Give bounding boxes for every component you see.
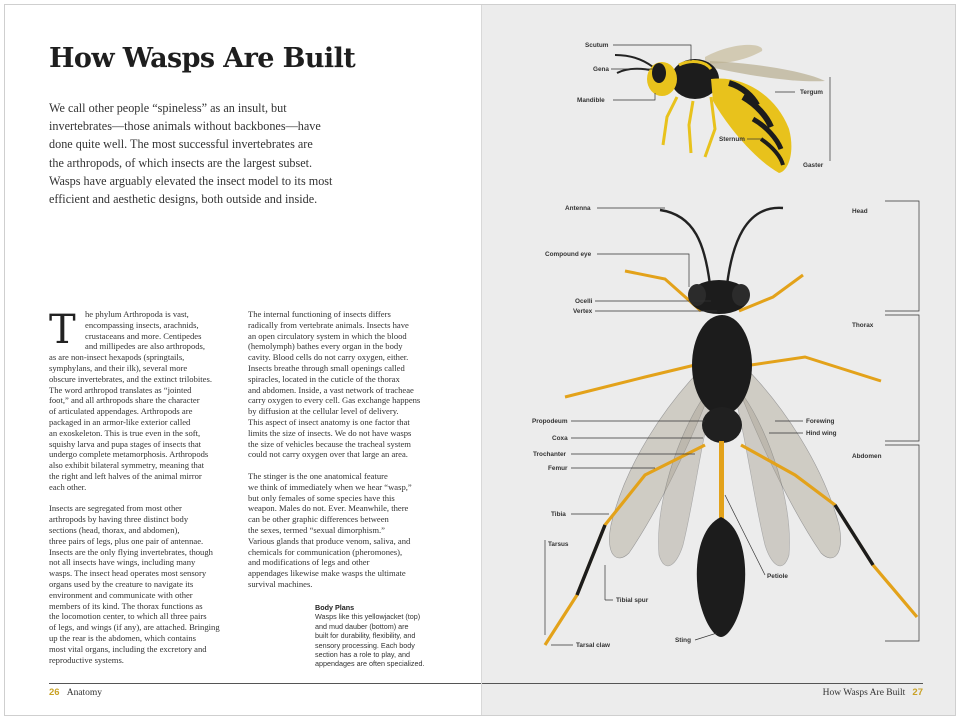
- body-line: arthropods by having three distinct body: [49, 514, 189, 525]
- body-line: chemicals for communication (pheromones),: [248, 546, 403, 557]
- label-tibial-spur: Tibial spur: [616, 597, 649, 604]
- body-line: and millipedes are also arthropods,: [85, 341, 206, 352]
- label-forewing: Forewing: [806, 418, 835, 425]
- page-number-left: 26: [49, 687, 60, 698]
- body-column-1: [49, 309, 239, 665]
- caption-text: [315, 612, 455, 668]
- label-tarsus: Tarsus: [548, 541, 569, 548]
- label-tergum: Tergum: [800, 89, 823, 96]
- label-tibia: Tibia: [551, 511, 566, 518]
- body-line: This aspect of insect anatomy is one factor that: [248, 416, 410, 427]
- label-petiole: Petiole: [767, 573, 788, 580]
- body-line: squishy larva and pupa stages of insects that: [49, 438, 202, 449]
- body-line: an exoskeleton. This is true even in the soft,: [49, 427, 201, 438]
- body-line: (hemolymph) bathes every organ in the body: [248, 341, 403, 352]
- intro-line: efficient and aesthetic designs, both outside and inside.: [49, 192, 318, 207]
- body-line: weapon. Males do not. Ever. Meanwhile, there: [248, 503, 409, 514]
- body-line: he phylum Arthropoda is vast,: [85, 309, 189, 319]
- body-line: radically from vertebrate animals. Insects have: [248, 319, 409, 330]
- right-page: [482, 5, 956, 715]
- label-sting: Sting: [675, 637, 691, 644]
- body-line: Insects are the only flying invertebrates, though: [49, 546, 213, 557]
- body-line: each other.: [49, 481, 87, 492]
- body-line: Insects breathe through small openings called: [248, 362, 405, 373]
- body-line: appendages likewise make wasps the ultimate: [248, 568, 406, 579]
- body-line: reproductive systems.: [49, 654, 124, 665]
- caption-line: and mud dauber (bottom) are: [315, 621, 409, 631]
- body-line: The internal functioning of insects differs: [248, 309, 391, 319]
- footer-title: How Wasps Are Built: [822, 688, 906, 698]
- mud-dauber-image: [545, 208, 917, 645]
- footer-left: [49, 687, 102, 698]
- intro-line: We call other people “spineless” as an insult, but: [49, 101, 287, 115]
- body-line: an open circulatory system in which the blood: [248, 330, 407, 341]
- body-line: could not carry oxygen over that large an area.: [248, 449, 408, 460]
- body-line: survival machines.: [248, 578, 313, 589]
- label-abdomen: Abdomen: [852, 453, 882, 460]
- body-line: we think of immediately when we hear “wasp,”: [248, 481, 412, 492]
- book-spread: [4, 4, 956, 716]
- paragraph-gap: [248, 460, 438, 471]
- caption-line: built for durability, flexibility, and: [315, 631, 416, 641]
- page-title: How Wasps Are Built: [49, 43, 356, 74]
- label-hind-wing: Hind wing: [806, 430, 837, 437]
- intro-paragraph: [49, 99, 349, 208]
- footer-rule-left: [49, 683, 481, 684]
- body-line: not all insects have wings, including many: [49, 557, 196, 568]
- body-line: also exhibit bilateral symmetry, meaning that: [49, 460, 205, 471]
- wasp-anatomy-illustration: [482, 5, 956, 715]
- body-line: organs used by the creature to navigate its: [49, 578, 194, 589]
- body-line: wasps. The insect head operates most sensory: [49, 568, 207, 579]
- body-line: environment and communicate with other: [49, 589, 193, 600]
- label-head: Head: [852, 208, 868, 215]
- caption-title: Body Plans: [315, 603, 355, 612]
- intro-line: Wasps have arguably elevated the insect model to its most: [49, 173, 333, 188]
- body-line: The word arthropod translates as “jointed: [49, 384, 192, 395]
- caption-line: section has a role to play, and: [315, 650, 410, 660]
- label-ocelli: Ocelli: [575, 298, 593, 305]
- drop-cap: T: [49, 307, 76, 353]
- body-column-2: [248, 309, 438, 590]
- label-tarsal-claw: Tarsal claw: [576, 642, 610, 649]
- body-line: and modifications of legs and other: [248, 557, 370, 568]
- footer-section: Anatomy: [66, 688, 103, 698]
- intro-line: invertebrates—those animals without backbones—have: [49, 119, 321, 134]
- body-line: symphylans, and their ilk), several more: [49, 362, 188, 373]
- body-line: can be other graphic differences between: [248, 514, 389, 525]
- label-gena: Gena: [593, 66, 609, 73]
- footer-right: [823, 687, 923, 698]
- body-line: the sexes, termed “sexual dimorphism.”: [248, 524, 385, 535]
- caption-line: appendages are often specialized.: [315, 659, 425, 669]
- body-line: but only females of some species have this: [248, 492, 395, 503]
- caption-line: sensory processing. Each body: [315, 640, 415, 650]
- label-antenna: Antenna: [565, 205, 591, 212]
- body-line: members of its kind. The thorax functions as: [49, 600, 203, 611]
- body-line: crustaceans and more. Centipedes: [85, 330, 202, 341]
- body-line: most vital organs, including the excretory and: [49, 643, 207, 654]
- body-line: The stinger is the one anatomical feature: [248, 470, 388, 481]
- body-line: of articulated appendages. Arthropods are: [49, 406, 193, 417]
- label-scutum: Scutum: [585, 42, 609, 49]
- label-thorax: Thorax: [852, 322, 874, 329]
- figure-caption: [315, 603, 455, 669]
- body-line: Various glands that produce venom, saliva, and: [248, 535, 411, 546]
- body-line: packaged in an armor-like exterior called: [49, 416, 191, 427]
- body-line: and abdomen. Inside, a vast network of tracheae: [248, 384, 414, 395]
- body-line: three pairs of legs, plus one pair of antennae.: [49, 535, 204, 546]
- body-line: foot,” and all arthropods share the character: [49, 395, 200, 406]
- yellowjacket-image: [615, 45, 825, 173]
- label-compound-eye: Compound eye: [545, 251, 592, 258]
- body-line: the size of vehicles because the tracheal system: [248, 438, 411, 449]
- body-line: Insects are segregated from most other: [49, 503, 182, 514]
- label-gaster: Gaster: [803, 162, 824, 169]
- label-vertex: Vertex: [573, 308, 593, 315]
- intro-line: the arthropods, of which insects are the largest subset.: [49, 155, 313, 170]
- left-page: [5, 5, 481, 715]
- body-line: limits the size of insects. We do not have wasps: [248, 427, 412, 438]
- body-line: spiracles, located in the cuticle of the thorax: [248, 373, 400, 384]
- body-line: as are non-insect hexapods (springtails,: [49, 352, 185, 363]
- body-line: sections (head, thorax, and abdomen),: [49, 524, 180, 535]
- body-line: of legs, and wings (if any), are attached. Bringing: [49, 622, 220, 633]
- body-line: obscure invertebrates, and the extinct trilobites.: [49, 373, 212, 384]
- body-line: up the rear is the abdomen, which contains: [49, 632, 197, 643]
- label-femur: Femur: [548, 465, 568, 472]
- page-number-right: 27: [912, 687, 923, 698]
- body-line: carry oxygen to every cell. Gas exchange happens: [248, 395, 421, 406]
- body-line: cavity. Blood cells do not carry oxygen, either.: [248, 352, 409, 363]
- intro-line: done quite well. The most successful invertebrates are: [49, 137, 313, 152]
- body-line: encompassing insects, arachnids,: [85, 319, 199, 330]
- label-mandible: Mandible: [577, 97, 605, 104]
- label-sternum: Sternum: [719, 136, 745, 143]
- caption-line: Wasps like this yellowjacket (top): [315, 612, 421, 622]
- label-trochanter: Trochanter: [533, 451, 567, 458]
- body-line: the right and left halves of the animal mirror: [49, 470, 202, 481]
- label-coxa: Coxa: [552, 435, 568, 442]
- body-line: by diffusion at the cellular level of delivery.: [248, 406, 399, 417]
- paragraph-gap: [49, 493, 239, 504]
- body-line: the locomotion center, to which all three pairs: [49, 611, 207, 622]
- body-line: undergo complete metamorphosis. Arthropods: [49, 449, 209, 460]
- label-propodeum: Propodeum: [532, 418, 568, 425]
- footer-rule-right: [482, 683, 923, 684]
